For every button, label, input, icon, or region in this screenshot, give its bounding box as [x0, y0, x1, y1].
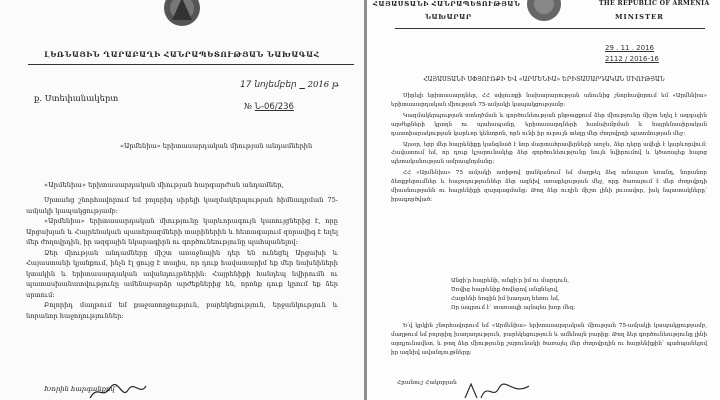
paragraph: Սրտանց շնորհավորում եմ բոլորիդ սիրելի կազմակերպության հիմնադրման 75-ամյակի կապակցությամբ: [26, 196, 338, 215]
header-rule [28, 64, 354, 65]
reference-number [244, 102, 294, 112]
signature [88, 382, 148, 400]
signature [463, 380, 533, 400]
number-prefix: № [244, 102, 253, 112]
org-name: ԼԵՌՆԱՅԻՆ ՂԱՐԱԲԱՂԻ ՀԱՆՐԱՊԵՏՈՒԹՅԱՆ ՆԱԽԱԳԱՀ [44, 50, 320, 59]
poem-line: Ծովից հայրենիք ծովերով անցնելով, [451, 286, 559, 293]
date-handwritten: 17 նոյեմբեր [240, 80, 297, 90]
addressee: ՀԱՅԱՍՏԱՆԻ ՍՓՅՈՒՌՔԻ ԵՎ «ԱՐՄԵՆԻԱ» ԵՐԻՏԱՍԱՐԴԱԿԱՆ ՄԻՈՒԹՅԱՆ [423, 76, 665, 83]
paragraph: Այսօր, երբ մեր հայրենիքը կանգնած է նոր մարտահրավերների առջև, ձեր դերը ավելի է կարևորվում: Հավատում եմ, որ դուք կշարունակեք ձեր գործունեությունը նույն նվիրումով և կծառայեք հայոց պետականության ամրապնդմանը: [391, 141, 707, 166]
header-rule [395, 28, 705, 29]
greeting: «Արմենիա» երիտասարդական միության հարգարժան անդամներ, [44, 181, 284, 189]
paragraph: Ձեր միության անդամները միշտ առաջնային դեր են ունեցել Արցախի և Հայաստանի կյանքում, ինչն էլ ցույց է տալիս, որ դուք հավատարիմ եք մեր նախնիների կտակին և երիտասարդական ավանդույթներին: Հայրենիքի հանդեպ նվիրումն ու պատասխանատվությունը ամենաբարձր արժեքներից են, որոնք դուք կրում եք ձեր սրտում: [26, 248, 338, 299]
date-year: 2016 թ [307, 80, 339, 90]
poem-line: Որ ապրում է՝ տառապի այնպես խոր մեզ: [451, 304, 576, 311]
header-english-title: MINISTER [615, 13, 664, 21]
paragraph: ՀՀ «Արմենիա» 75 ամյակի առիթով ցանկանում եմ մաղթել ձեզ անսպառ եռանդ, նորանոր ձեռքբերումներ և հաջողություններ ձեր ազնիվ առաքելության մեջ, որը ծառայում է մեր ժողովրդի միասնությանն ու հայրենիքի զարգացմանը: Թող ձեր ուղին միշտ լինի լուսավոր, իսկ նպատակները՝ իրագործված: [391, 170, 707, 203]
state-emblem-icon [160, 0, 204, 30]
paragraph: Սիրելի երիտասարդներ, ՀՀ սփյուռքի նախարարության անունից շնորհավորում եմ «Արմենիա» երիտասարդական միության 75-ամյակի կապակցությամբ: [391, 93, 707, 108]
right-letter [367, 0, 720, 400]
paragraph: Ե՛վ կրկին շնորհավորում եմ «Արմենիա» երիտասարդական միության 75-ամյակի կապակցությամբ, մաղթում եմ բոլորիդ խաղաղություն, բարեկեցություն և ամենայն բարիք: Թող ձեր գործունեությունը լինի արդյունավետ, և թող ձեր միությունը շարունակի ծառայել մեր ժողովրդին ու հայրենիքին՝ պահպանելով իր ազնիվ ավանդույթները: [391, 323, 707, 356]
number-handwritten: 2112 / 2016-16 [605, 55, 659, 63]
date-handwritten: 29 . 11 . 2016 [605, 44, 654, 52]
date-line [240, 80, 339, 90]
city: ք. Ստեփանակերտ [34, 94, 119, 104]
poem-line: Հայրենի հոգին իմ խաղաղ հեռու եմ, [451, 295, 560, 302]
header-armenian-title: ՆԱԽԱՐԱՐ [425, 13, 472, 21]
paragraph: Կազմակերպության ստեղծման և գործունեության ընթացքում ձեր միությունը միշտ եղել է ազգային արժեքների կրողն ու պահապանը, երիտասարդների համախմբման և հայրենասիրական դաստիարակության կարևոր կենտրոն, որն ունի իր ուրույն տեղը մեր ժողովրդի պատմության մեջ: [391, 112, 707, 137]
state-emblem-icon [522, 0, 566, 26]
closing: Խորին հարգանքով՝ [44, 385, 118, 393]
header-armenian: ՀԱՅԱՍՏԱՆԻ ՀԱՆՐԱՊԵՏՈՒԹՅԱՆ [373, 0, 521, 8]
signatory-name: Հրանուշ Հակոբյան [397, 380, 457, 386]
number-handwritten: Ն-06/236 [254, 102, 294, 112]
letter-body [391, 92, 707, 207]
letter-body-closing [391, 322, 707, 358]
paragraph: Բոլորիդ մաղթում եմ քաջառողջություն, բարեկեցություն, երջանկություն և նորանոր հաջողություններ: [26, 301, 338, 320]
poem-line: Անցի՛ր հայրենի, անցի՛ր իմ ու մարդուն, [451, 278, 570, 284]
poem-quote [451, 277, 576, 313]
header-english: THE REPUBLIC OF ARMENIA [599, 0, 710, 7]
letter-body [26, 195, 338, 321]
paragraph: «Արմենիա» երիտասարդական միությունը կարևորագույն կառույցներից է, որը Արցախյան և Հայրենական պատերազմների տարիներին և հետագայում զորավիգ է եղել մեր ժողովրդին, իր ազգային նկարագիրն ու գործունեությունը պահպանելով: [26, 217, 338, 246]
addressee: «Արմենիա» երիտասարդական միության անդամներին [120, 142, 313, 150]
